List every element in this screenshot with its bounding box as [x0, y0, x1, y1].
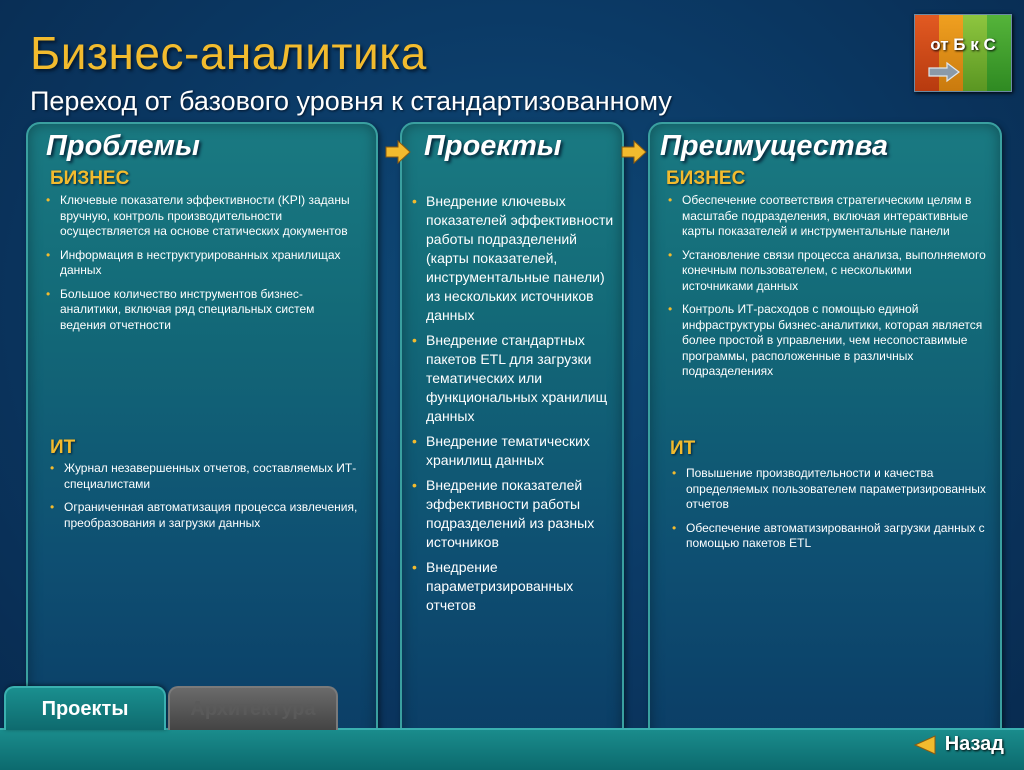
stage-badge-label: от Б к С: [930, 35, 996, 54]
projects-list: [412, 192, 616, 621]
back-label: Назад: [944, 733, 1004, 755]
list-item: • Обеспечение соответствия стратегическим целям в масштабе подразделения, включая интерактивные карты показателей и инструментальные панели: [668, 193, 986, 240]
list-item: • Внедрение ключевых показателей эффективности работы подразделений (карты показателей, инструментальные панели) из нескольких источников данных: [412, 192, 616, 325]
benefits-heading: Преимущества: [660, 130, 889, 162]
problems-it-list: [50, 461, 366, 539]
bottom-bar: [0, 728, 1024, 770]
benefits-business-label: БИЗНЕС: [666, 168, 746, 189]
projects-heading: Проекты: [424, 130, 562, 162]
list-item: • Внедрение стандартных пакетов ETL для загрузки тематических или функциональных хранилищ данных: [412, 331, 616, 426]
list-item: • Обеспечение автоматизированной загрузки данных с помощью пакетов ETL: [672, 521, 986, 552]
list-item: • Большое количество инструментов бизнес-аналитики, включая ряд специальных систем ведения отчетности: [46, 287, 362, 334]
list-item: • Журнал незавершенных отчетов, составляемых ИТ-специалистами: [50, 461, 366, 492]
list-item: • Внедрение параметризированных отчетов: [412, 558, 616, 615]
problems-heading: Проблемы: [46, 130, 200, 162]
page-subtitle: Переход от базового уровня к стандартизованному: [30, 86, 672, 116]
list-item: • Информация в неструктурированных хранилищах данных: [46, 248, 362, 279]
list-item: • Ограниченная автоматизация процесса извлечения, преобразования и загрузки данных: [50, 500, 366, 531]
tab-architecture[interactable]: Архитектура: [168, 686, 338, 730]
list-item: • Внедрение тематических хранилищ данных: [412, 432, 616, 470]
stage-badge: [914, 14, 1012, 92]
arrow-right-icon: [620, 140, 648, 164]
benefits-business-list: [668, 193, 986, 388]
list-item: • Контроль ИТ-расходов с помощью единой инфраструктуры бизнес-аналитики, которая является более простой в управлении, чем несопоставимые программы, расположенные в различных подразделениях: [668, 302, 986, 380]
list-item: • Повышение производительности и качества определяемых пользователем параметризированных отчетов: [672, 466, 986, 513]
benefits-it-list: [672, 466, 986, 560]
list-item: • Внедрение показателей эффективности работы подразделений из разных источников: [412, 476, 616, 552]
tab-projects[interactable]: Проекты: [4, 686, 166, 730]
back-arrow-icon: [913, 734, 937, 756]
problems-it-label: ИТ: [50, 437, 76, 458]
benefits-it-label: ИТ: [670, 438, 696, 459]
page-title: Бизнес-аналитика: [30, 27, 427, 79]
arrow-right-icon: [927, 61, 961, 83]
problems-business-label: БИЗНЕС: [50, 168, 130, 189]
problems-business-list: [46, 193, 362, 341]
list-item: • Установление связи процесса анализа, выполняемого конечным пользователем, с несколькими источниками данных: [668, 248, 986, 295]
list-item: • Ключевые показатели эффективности (KPI) заданы вручную, контроль производительности осуществляется на основе статических документов: [46, 193, 362, 240]
arrow-right-icon: [384, 140, 412, 164]
back-button[interactable]: [913, 733, 1004, 756]
